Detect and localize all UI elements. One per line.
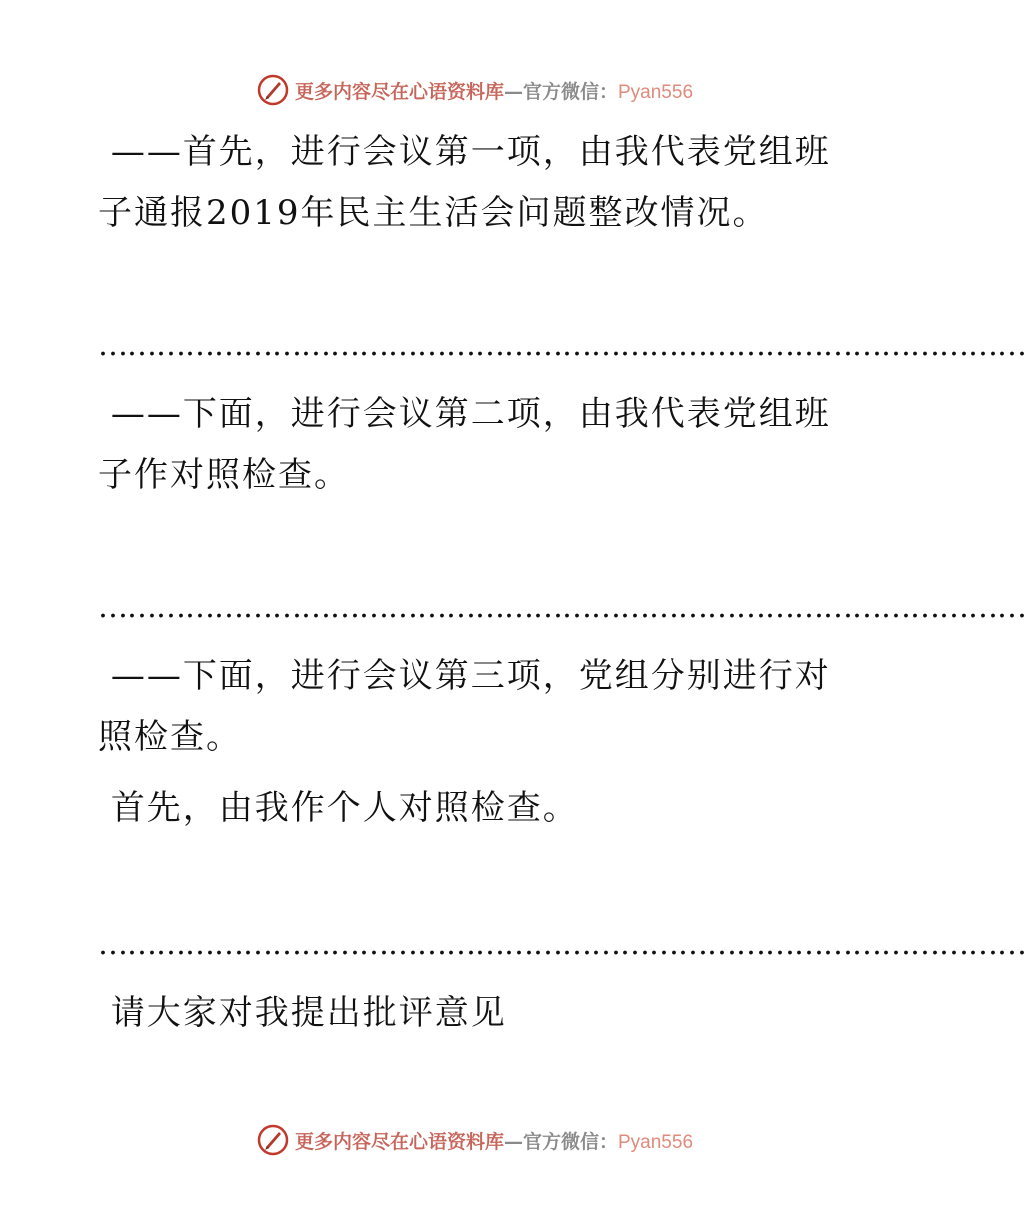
- banner-main-text: 更多内容尽在心语资料库: [294, 80, 504, 103]
- paragraph-item-2: ——下面，进行会议第二项，由我代表党组班子作对照检查。: [98, 394, 831, 495]
- banner-wechat-id: Pyan556: [618, 81, 694, 103]
- paragraph-item-5: 请大家对我提出批评意见: [98, 993, 507, 1033]
- banner-text: [295, 77, 693, 104]
- banner-main-text: 更多内容尽在心语资料库: [294, 1130, 504, 1153]
- banner-official-label: 官方微信：: [522, 1130, 618, 1153]
- paragraph-item-3: ——下面，进行会议第三项，党组分别进行对照检查。: [98, 656, 831, 757]
- document-body: [98, 122, 1026, 1044]
- footer-banner: [0, 1120, 950, 1160]
- header-banner: [0, 70, 950, 110]
- quill-pen-logo-icon: [257, 1124, 289, 1156]
- banner-text: [295, 1127, 693, 1154]
- quill-pen-logo-icon: [257, 74, 289, 106]
- ellipsis-placeholder-3: ……………………………………………………………………………………: [98, 863, 1026, 962]
- paragraph-item-4: 首先，由我作个人对照检查。: [98, 788, 579, 828]
- ellipsis-placeholder-2: ……………………………………………………………………………………: [98, 526, 1026, 625]
- banner-official-label: 官方微信：: [522, 80, 618, 103]
- banner-dash: —: [503, 80, 523, 103]
- ellipsis-placeholder-1: ……………………………………………………………………………………: [98, 264, 1026, 363]
- banner-dash: —: [503, 1130, 523, 1153]
- banner-wechat-id: Pyan556: [618, 1131, 694, 1153]
- paragraph-item-1: ——首先，进行会议第一项，由我代表党组班子通报2019年民主生活会问题整改情况。: [98, 132, 831, 233]
